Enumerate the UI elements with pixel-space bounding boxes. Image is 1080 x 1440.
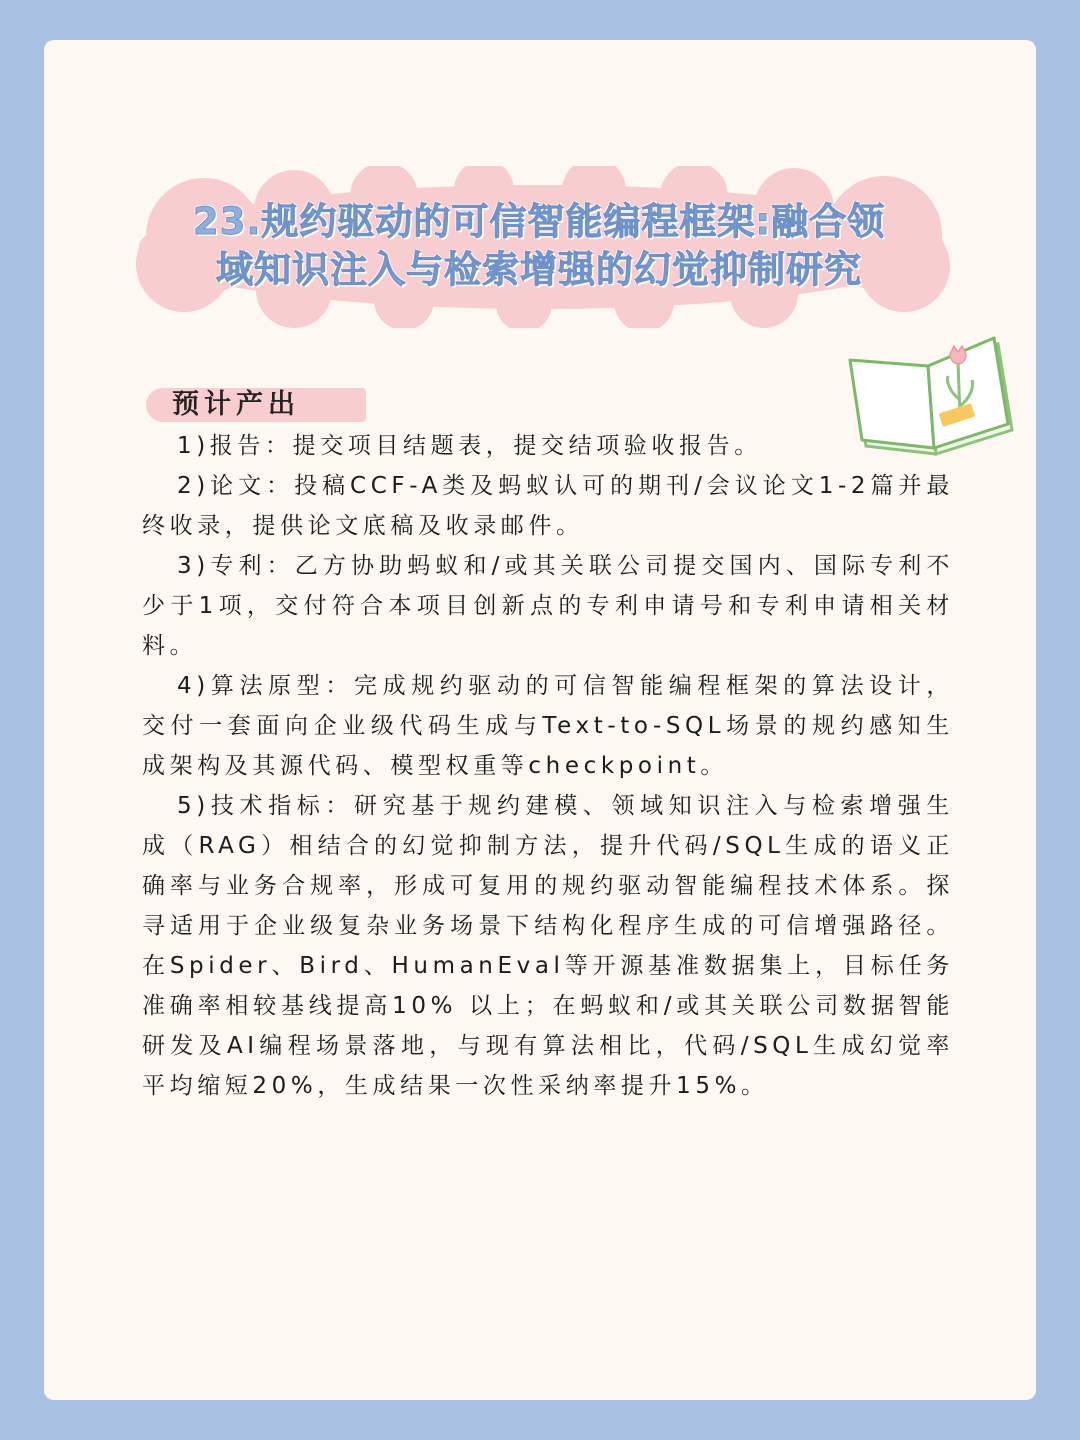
deliverable-algorithm-prototype: 4)算法原型：完成规约驱动的可信智能编程框架的算法设计，交付一套面向企业级代码生成与Text-to-SQL场景的规约感知生成架构及其源代码、模型权重等checkpoint。 [142, 673, 954, 779]
deliverable-report: 1)报告：提交项目结题表，提交结项验收报告。 [177, 433, 762, 459]
title-line-1: 23.规约驱动的可信智能编程框架:融合领 [192, 200, 886, 243]
title-banner [124, 166, 954, 328]
deliverable-paper: 2)论文：投稿CCF-A类及蚂蚁认可的期刊/会议论文1-2篇并最终收录，提供论文底稿及收录邮件。 [142, 473, 954, 539]
section-heading-expected-output [146, 384, 370, 426]
deliverables-list [142, 426, 954, 1106]
title-line-2: 域知识注入与检索增强的幻觉抑制研究 [216, 248, 862, 291]
section-heading-label: 预计产出 [172, 389, 300, 420]
deliverable-patent: 3)专利：乙方协助蚂蚁和/或其关联公司提交国内、国际专利不少于1项，交付符合本项目创新点的专利申请号和专利申请相关材料。 [142, 553, 954, 659]
deliverable-technical-metrics: 5)技术指标：研究基于规约建模、领域知识注入与检索增强生成（RAG）相结合的幻觉抑制方法，提升代码/SQL生成的语义正确率与业务合规率，形成可复用的规约驱动智能编程技术体系。探寻适用于企业级复杂业务场景下结构化程序生成的可信增强路径。在Spider、Bird、HumanEval等开源基准数据集上，目标任务准确率相较基线提高10% 以上；在蚂蚁和/或其关联公司数据智能研发及AI编程场景落地，与现有算法相比，代码/SQL生成幻觉率平均缩短20%，生成结果一次性采纳率提升15%。 [142, 793, 954, 1099]
page-title [124, 198, 954, 294]
